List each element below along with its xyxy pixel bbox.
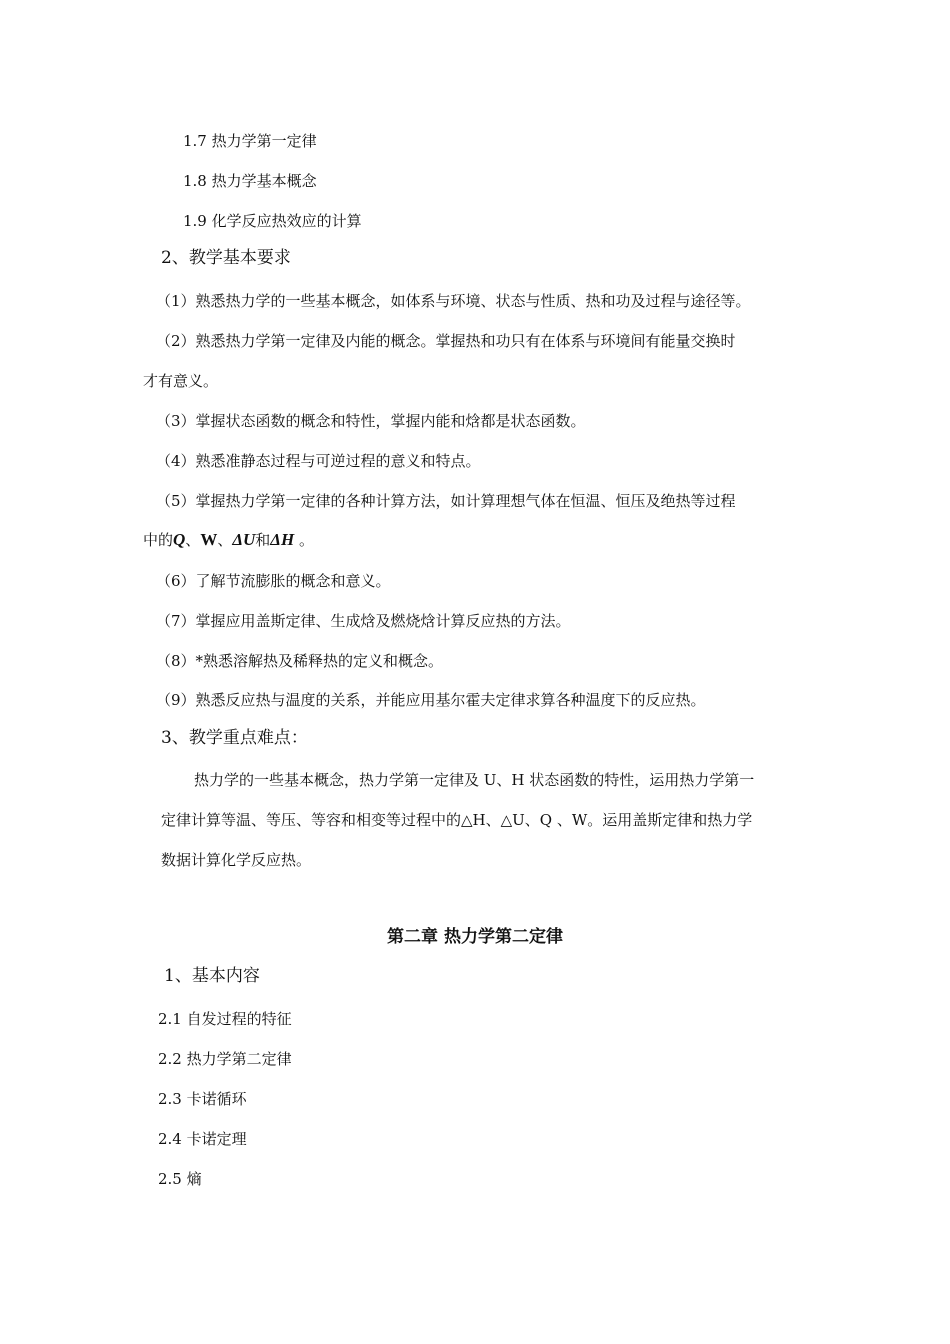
separator: 、	[217, 531, 233, 549]
text-end: 。	[294, 531, 314, 549]
requirement-6: （6）了解节流膨胀的概念和意义。	[156, 572, 391, 590]
chapter-2-item: 2.1 自发过程的特征	[158, 1010, 292, 1028]
chapter-2-item: 2.5 熵	[158, 1170, 202, 1188]
keypoints-line-3: 数据计算化学反应热。	[161, 851, 312, 869]
requirement-3: （3）掌握状态函数的概念和特性，掌握内能和焓都是状态函数。	[156, 412, 586, 430]
keypoints-line-2: 定律计算等温、等压、等容和相变等过程中的△H、△U、Q 、W。运用盖斯定律和热力学	[161, 811, 753, 829]
chapter-2-title: 第二章 热力学第二定律	[387, 927, 563, 947]
requirement-4: （4）熟悉准静态过程与可逆过程的意义和特点。	[156, 452, 481, 470]
text-prefix: 中的	[143, 531, 174, 549]
outline-item: 1.7 热力学第一定律	[183, 132, 317, 150]
symbol-w: W	[200, 530, 218, 549]
symbol-q: Q	[173, 530, 186, 549]
content-heading: 1、基本内容	[164, 966, 260, 986]
symbol-delta-u: ΔU	[232, 530, 256, 549]
chapter-2-item: 2.3 卡诺循环	[158, 1090, 247, 1108]
chapter-2-item: 2.4 卡诺定理	[158, 1130, 247, 1148]
requirement-9: （9）熟悉反应热与温度的关系，并能应用基尔霍夫定律求算各种温度下的反应热。	[156, 691, 706, 709]
requirements-heading: 2、教学基本要求	[161, 248, 291, 268]
symbol-delta-h: ΔH	[270, 530, 295, 549]
requirement-1: （1）熟悉热力学的一些基本概念，如体系与环境、状态与性质、热和功及过程与途径等。	[156, 292, 751, 310]
keypoints-line-1: 热力学的一些基本概念，热力学第一定律及 U、H 状态函数的特性，运用热力学第一	[194, 771, 755, 789]
keypoints-heading: 3、教学重点难点：	[161, 728, 308, 748]
requirement-2-line-2: 才有意义。	[143, 372, 219, 390]
text-and: 和	[255, 531, 271, 549]
requirement-5-line-2	[143, 530, 314, 550]
requirement-2-line-1: （2）熟悉热力学第一定律及内能的概念。掌握热和功只有在体系与环境间有能量交换时	[156, 332, 736, 350]
requirement-7: （7）掌握应用盖斯定律、生成焓及燃烧焓计算反应热的方法。	[156, 612, 571, 630]
chapter-2-item: 2.2 热力学第二定律	[158, 1050, 292, 1068]
requirement-8: （8）*熟悉溶解热及稀释热的定义和概念。	[156, 652, 444, 670]
requirement-5-line-1: （5）掌握热力学第一定律的各种计算方法，如计算理想气体在恒温、恒压及绝热等过程	[156, 492, 736, 510]
outline-item: 1.8 热力学基本概念	[183, 172, 317, 190]
separator: 、	[185, 531, 201, 549]
outline-item: 1.9 化学反应热效应的计算	[183, 212, 362, 230]
